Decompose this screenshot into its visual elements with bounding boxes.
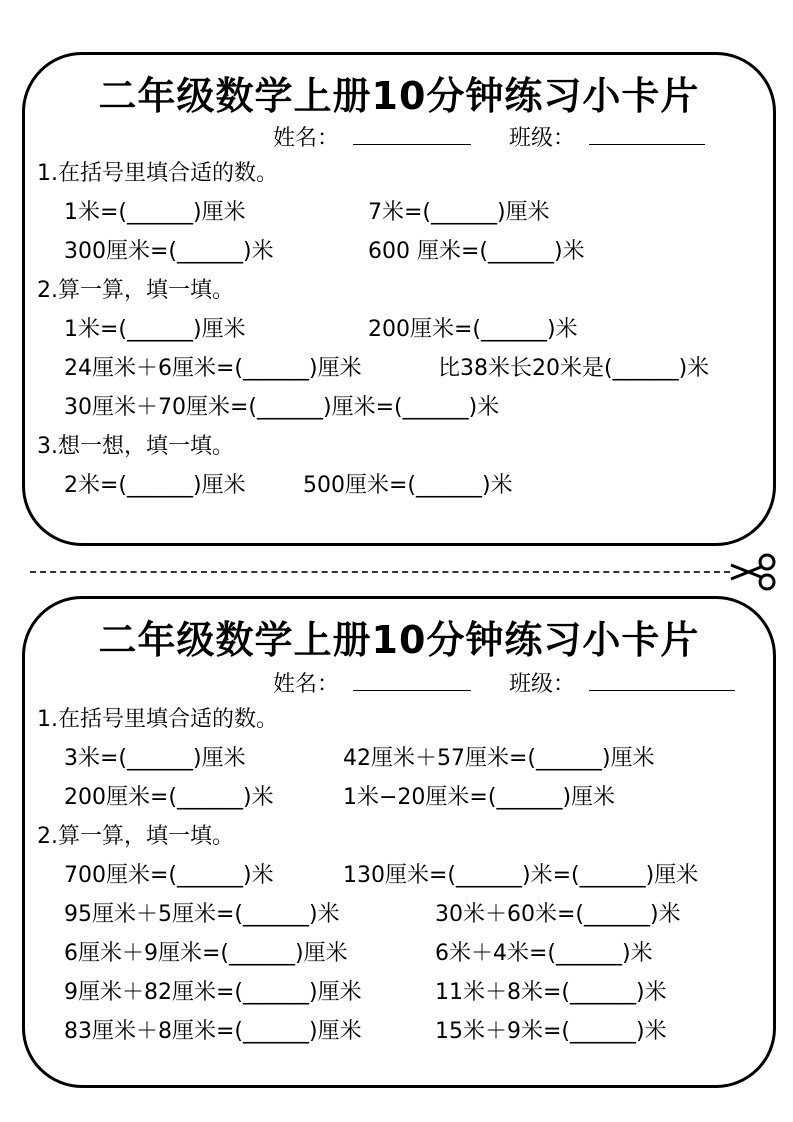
exercise-item: 2米=(______)厘米 [64, 473, 246, 498]
section-heading: 3.想一想，填一填。 [37, 434, 234, 459]
exercise-item: 3米=(______)厘米 [64, 746, 246, 771]
section-heading: 1.在括号里填合适的数。 [37, 161, 278, 186]
exercise-item: 30厘米＋70厘米=(______)厘米=(______)米 [64, 395, 500, 420]
exercise-item: 7米=(______)厘米 [368, 200, 550, 225]
card-title: 二年级数学上册10分钟练习小卡片 [98, 74, 700, 118]
exercise-item: 6厘米＋9厘米=(______)厘米 [64, 941, 348, 966]
exercise-item: 42厘米＋57厘米=(______)厘米 [343, 746, 655, 771]
exercise-item: 300厘米=(______)米 [64, 239, 274, 264]
exercise-item: 比38米长20米是(______)米 [438, 356, 710, 381]
class-field [509, 121, 705, 152]
name-blank[interactable] [353, 668, 471, 691]
class-blank[interactable] [589, 122, 705, 145]
exercise-item: 11米＋8米=(______)米 [435, 980, 667, 1005]
name-field [273, 121, 471, 152]
name-label: 姓名： [273, 672, 340, 697]
class-label: 班级： [509, 126, 576, 151]
section-heading: 2.算一算，填一填。 [37, 824, 234, 849]
exercise-item: 95厘米＋5厘米=(______)米 [64, 902, 340, 927]
exercise-item: 200厘米=(______)米 [368, 317, 578, 342]
section-heading: 1.在括号里填合适的数。 [37, 707, 278, 732]
class-label: 班级： [509, 672, 576, 697]
exercise-item: 130厘米=(______)米=(______)厘米 [343, 863, 699, 888]
exercise-item: 1米=(______)厘米 [64, 200, 246, 225]
class-field [509, 667, 735, 698]
name-blank[interactable] [353, 122, 471, 145]
scissors-icon [727, 551, 779, 593]
exercise-item: 30米＋60米=(______)米 [435, 902, 681, 927]
class-blank[interactable] [589, 668, 735, 691]
exercise-item: 200厘米=(______)米 [64, 785, 274, 810]
exercise-item: 700厘米=(______)米 [64, 863, 274, 888]
exercise-item: 1米=(______)厘米 [64, 317, 246, 342]
exercise-item: 600 厘米=(______)米 [368, 239, 585, 264]
practice-card-1 [22, 52, 776, 546]
exercise-item: 24厘米＋6厘米=(______)厘米 [64, 356, 362, 381]
exercise-item: 6米＋4米=(______)米 [435, 941, 653, 966]
exercise-item: 1米−20厘米=(______)厘米 [343, 785, 616, 810]
practice-card-2 [22, 596, 776, 1088]
exercise-item: 15米＋9米=(______)米 [435, 1019, 667, 1044]
cut-line [30, 571, 730, 573]
card-title: 二年级数学上册10分钟练习小卡片 [98, 618, 700, 662]
section-heading: 2.算一算，填一填。 [37, 278, 234, 303]
exercise-item: 500厘米=(______)米 [303, 473, 513, 498]
exercise-item: 83厘米＋8厘米=(______)厘米 [64, 1019, 362, 1044]
name-label: 姓名： [273, 126, 340, 151]
exercise-item: 9厘米＋82厘米=(______)厘米 [64, 980, 362, 1005]
name-field [273, 667, 471, 698]
